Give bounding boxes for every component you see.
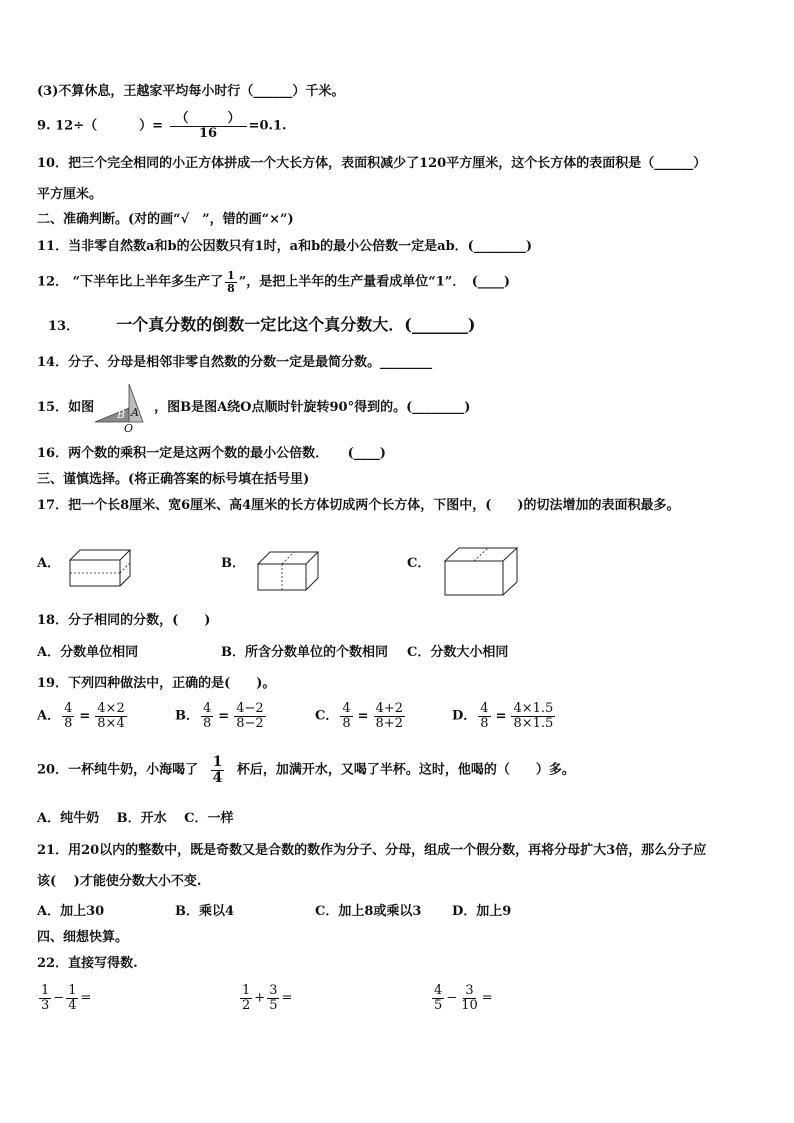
q12-text-b: ”，是把上半年的生产量看成单位“1”． (____): [238, 274, 511, 290]
question-20: [37, 755, 575, 785]
q22-3-op: −: [446, 990, 458, 1006]
q20-fraction: [211, 755, 225, 785]
q22-3-b: [459, 984, 480, 1012]
q15-text-b: ，图B是图A绕O点顺时针旋转90°得到的。(________): [154, 400, 471, 415]
q19-b-ld: 8: [203, 715, 212, 731]
q19-b-right-frac: [234, 702, 265, 730]
q22-1-eq: =: [80, 990, 92, 1006]
q21-option-d: D．加上9: [452, 904, 512, 919]
q9-frac-num: （ ）: [170, 112, 247, 127]
q19-c-ld: 8: [342, 715, 351, 731]
q22-1-bd: 4: [68, 997, 77, 1013]
question-9: [37, 112, 287, 140]
q9-fraction: [170, 112, 247, 140]
q19-a-label: A．: [37, 708, 61, 724]
q20-text-b: 杯后，加满开水，又喝了半杯。这时，他喝的（ ）多。: [236, 762, 575, 778]
question-10-line2: 平方厘米。: [37, 187, 103, 202]
q12-text-a: “下半年比上半年多生产了: [72, 274, 224, 290]
q22-item-1: [37, 984, 91, 1012]
q20-text-a: 20．一杯纯牛奶，小海喝了: [37, 762, 199, 778]
q22-3-bn: 3: [465, 983, 474, 998]
q17-option-a-label: A．: [37, 556, 61, 571]
q19-d-label: D．: [452, 708, 477, 724]
q19-a-eq: =: [79, 708, 91, 724]
q15-text-a: 15．如图: [37, 400, 95, 415]
q19-a-left-frac: [62, 702, 74, 730]
question-3-part: (3)不算休息，王越家平均每小时行（______）千米。: [37, 84, 345, 99]
q19-c-right-frac: [374, 702, 405, 730]
q19-b-rn: 4−2: [236, 701, 264, 716]
q17-option-c-label: C．: [407, 556, 431, 571]
question-13: [48, 315, 475, 337]
q12-fraction: [225, 270, 237, 294]
q22-2-a: [240, 984, 252, 1012]
q20-options: A．纯牛奶 B．开水 C．一样: [37, 811, 234, 826]
question-14: 14．分子、分母是相邻非零自然数的分数一定是最简分数。________: [37, 355, 433, 370]
q13-num: 13．: [48, 319, 80, 334]
q19-d-ld: 8: [480, 715, 489, 731]
q17-option-b-label: B．: [221, 556, 245, 571]
q19-a-right-frac: [95, 702, 126, 730]
q22-2-bn: 3: [269, 983, 278, 998]
rotation-triangle-figure: [93, 382, 157, 432]
q19-b-left-frac: [201, 702, 213, 730]
q22-3-eq: =: [481, 990, 493, 1006]
q19-b-eq: =: [218, 708, 230, 724]
q21-option-b: B．乘以4: [175, 904, 235, 919]
question-16: 16．两个数的乘积一定是这两个数的最小公倍数． (____): [37, 446, 386, 461]
q18-option-b: B．所含分数单位的个数相同: [221, 645, 388, 660]
q18-option-a: A．分数单位相同: [37, 645, 139, 660]
q21-option-c: C．加上8或乘以3: [315, 904, 422, 919]
q9-text-b: ）=: [139, 118, 163, 134]
q19-option-d: [452, 702, 557, 730]
q12-num: 12．: [37, 274, 69, 290]
q22-2-ad: 2: [242, 997, 251, 1013]
q19-a-rn: 4×2: [97, 701, 125, 716]
q18-option-c: C．分数大小相同: [407, 645, 509, 660]
q22-3-an: 4: [434, 983, 443, 998]
q19-d-left-frac: [478, 702, 490, 730]
q20-frac-num: 1: [212, 754, 223, 770]
q22-2-eq: =: [281, 990, 293, 1006]
question-19: 19．下列四种做法中，正确的是( )。: [37, 676, 276, 691]
q22-1-ad: 3: [41, 997, 50, 1013]
question-12: [37, 270, 510, 294]
q22-1-b: [66, 984, 78, 1012]
q9-text-a: 12÷（: [55, 118, 98, 134]
q22-item-2: [238, 984, 292, 1012]
q19-c-label: C．: [315, 708, 339, 724]
q13-text: 一个真分数的倒数一定比这个真分数大．(_______): [116, 315, 476, 334]
q19-a-rd: 8×4: [97, 715, 125, 731]
label-a: A: [131, 406, 139, 419]
q22-item-3: [430, 984, 493, 1012]
q19-c-rn: 4+2: [375, 701, 403, 716]
q9-text-c: =0.1.: [248, 118, 287, 134]
q22-2-op: +: [254, 990, 266, 1006]
question-11: 11．当非零自然数a和b的公因数只有1时，a和b的最小公倍数一定是ab．(________): [37, 239, 532, 254]
cuboid-option-c: [442, 545, 520, 597]
q20-frac-den: 4: [212, 769, 223, 786]
q12-frac-num: 1: [227, 269, 235, 282]
q19-c-left-frac: [340, 702, 352, 730]
q19-c-ln: 4: [342, 701, 351, 716]
q19-option-b: [175, 702, 268, 730]
q19-b-ln: 4: [203, 701, 212, 716]
q19-option-c: [315, 702, 407, 730]
q19-d-rn: 4×1.5: [513, 701, 554, 716]
q21-option-a: A．加上30: [37, 904, 105, 919]
q19-option-a: [37, 702, 129, 730]
label-b: B: [117, 408, 126, 421]
question-22: 22．直接写得数.: [37, 956, 138, 971]
q19-b-label: B．: [175, 708, 199, 724]
q22-1-op: −: [53, 990, 65, 1006]
section-4-heading: 四、细想快算。: [37, 930, 129, 945]
cuboid-option-b: [255, 546, 321, 592]
question-21-line1: 21．用20以内的整数中，既是奇数又是合数的数作为分子、分母，组成一个假分数，再将分母扩大3倍，那么分子应: [37, 843, 707, 858]
q22-2-bd: 5: [269, 997, 278, 1013]
section-2-heading: 二、准确判断。(对的画“√ ”，错的画“×”): [37, 212, 294, 227]
q22-3-a: [432, 984, 444, 1012]
label-o: O: [124, 422, 134, 432]
q12-frac-den: 8: [227, 281, 235, 295]
q22-1-bn: 1: [68, 983, 77, 998]
q22-1-a: [39, 984, 51, 1012]
q19-d-rd: 8×1.5: [513, 715, 554, 731]
question-10-line1: 10．把三个完全相同的小正方体拼成一个大长方体，表面积减少了120平方厘米，这个长方体的表面积是（______）: [37, 156, 707, 171]
q19-b-rd: 8−2: [236, 715, 264, 731]
q22-3-ad: 5: [434, 997, 443, 1013]
q9-num: 9.: [37, 118, 51, 134]
q22-3-bd: 10: [461, 997, 478, 1013]
q22-2-b: [267, 984, 279, 1012]
q19-d-ln: 4: [480, 701, 489, 716]
q19-a-ld: 8: [64, 715, 73, 731]
q19-a-ln: 4: [64, 701, 73, 716]
q22-2-an: 1: [242, 983, 251, 998]
section-3-heading: 三、谨慎选择。(将正确答案的标号填在括号里): [37, 472, 310, 487]
q19-c-rd: 8+2: [375, 715, 403, 731]
q19-d-right-frac: [511, 702, 555, 730]
q22-1-an: 1: [41, 983, 50, 998]
question-21-line2: 该( )才能使分数大小不变.: [37, 874, 202, 889]
q19-c-eq: =: [357, 708, 369, 724]
cuboid-option-a: [68, 546, 134, 588]
question-17: 17．把一个长8厘米、宽6厘米、高4厘米的长方体切成两个长方体，下图中，( )的切法增加的表面积最多。: [37, 498, 680, 513]
q19-d-eq: =: [495, 708, 507, 724]
question-18: 18．分子相同的分数，( ): [37, 613, 211, 628]
q9-frac-den: 16: [198, 125, 218, 141]
